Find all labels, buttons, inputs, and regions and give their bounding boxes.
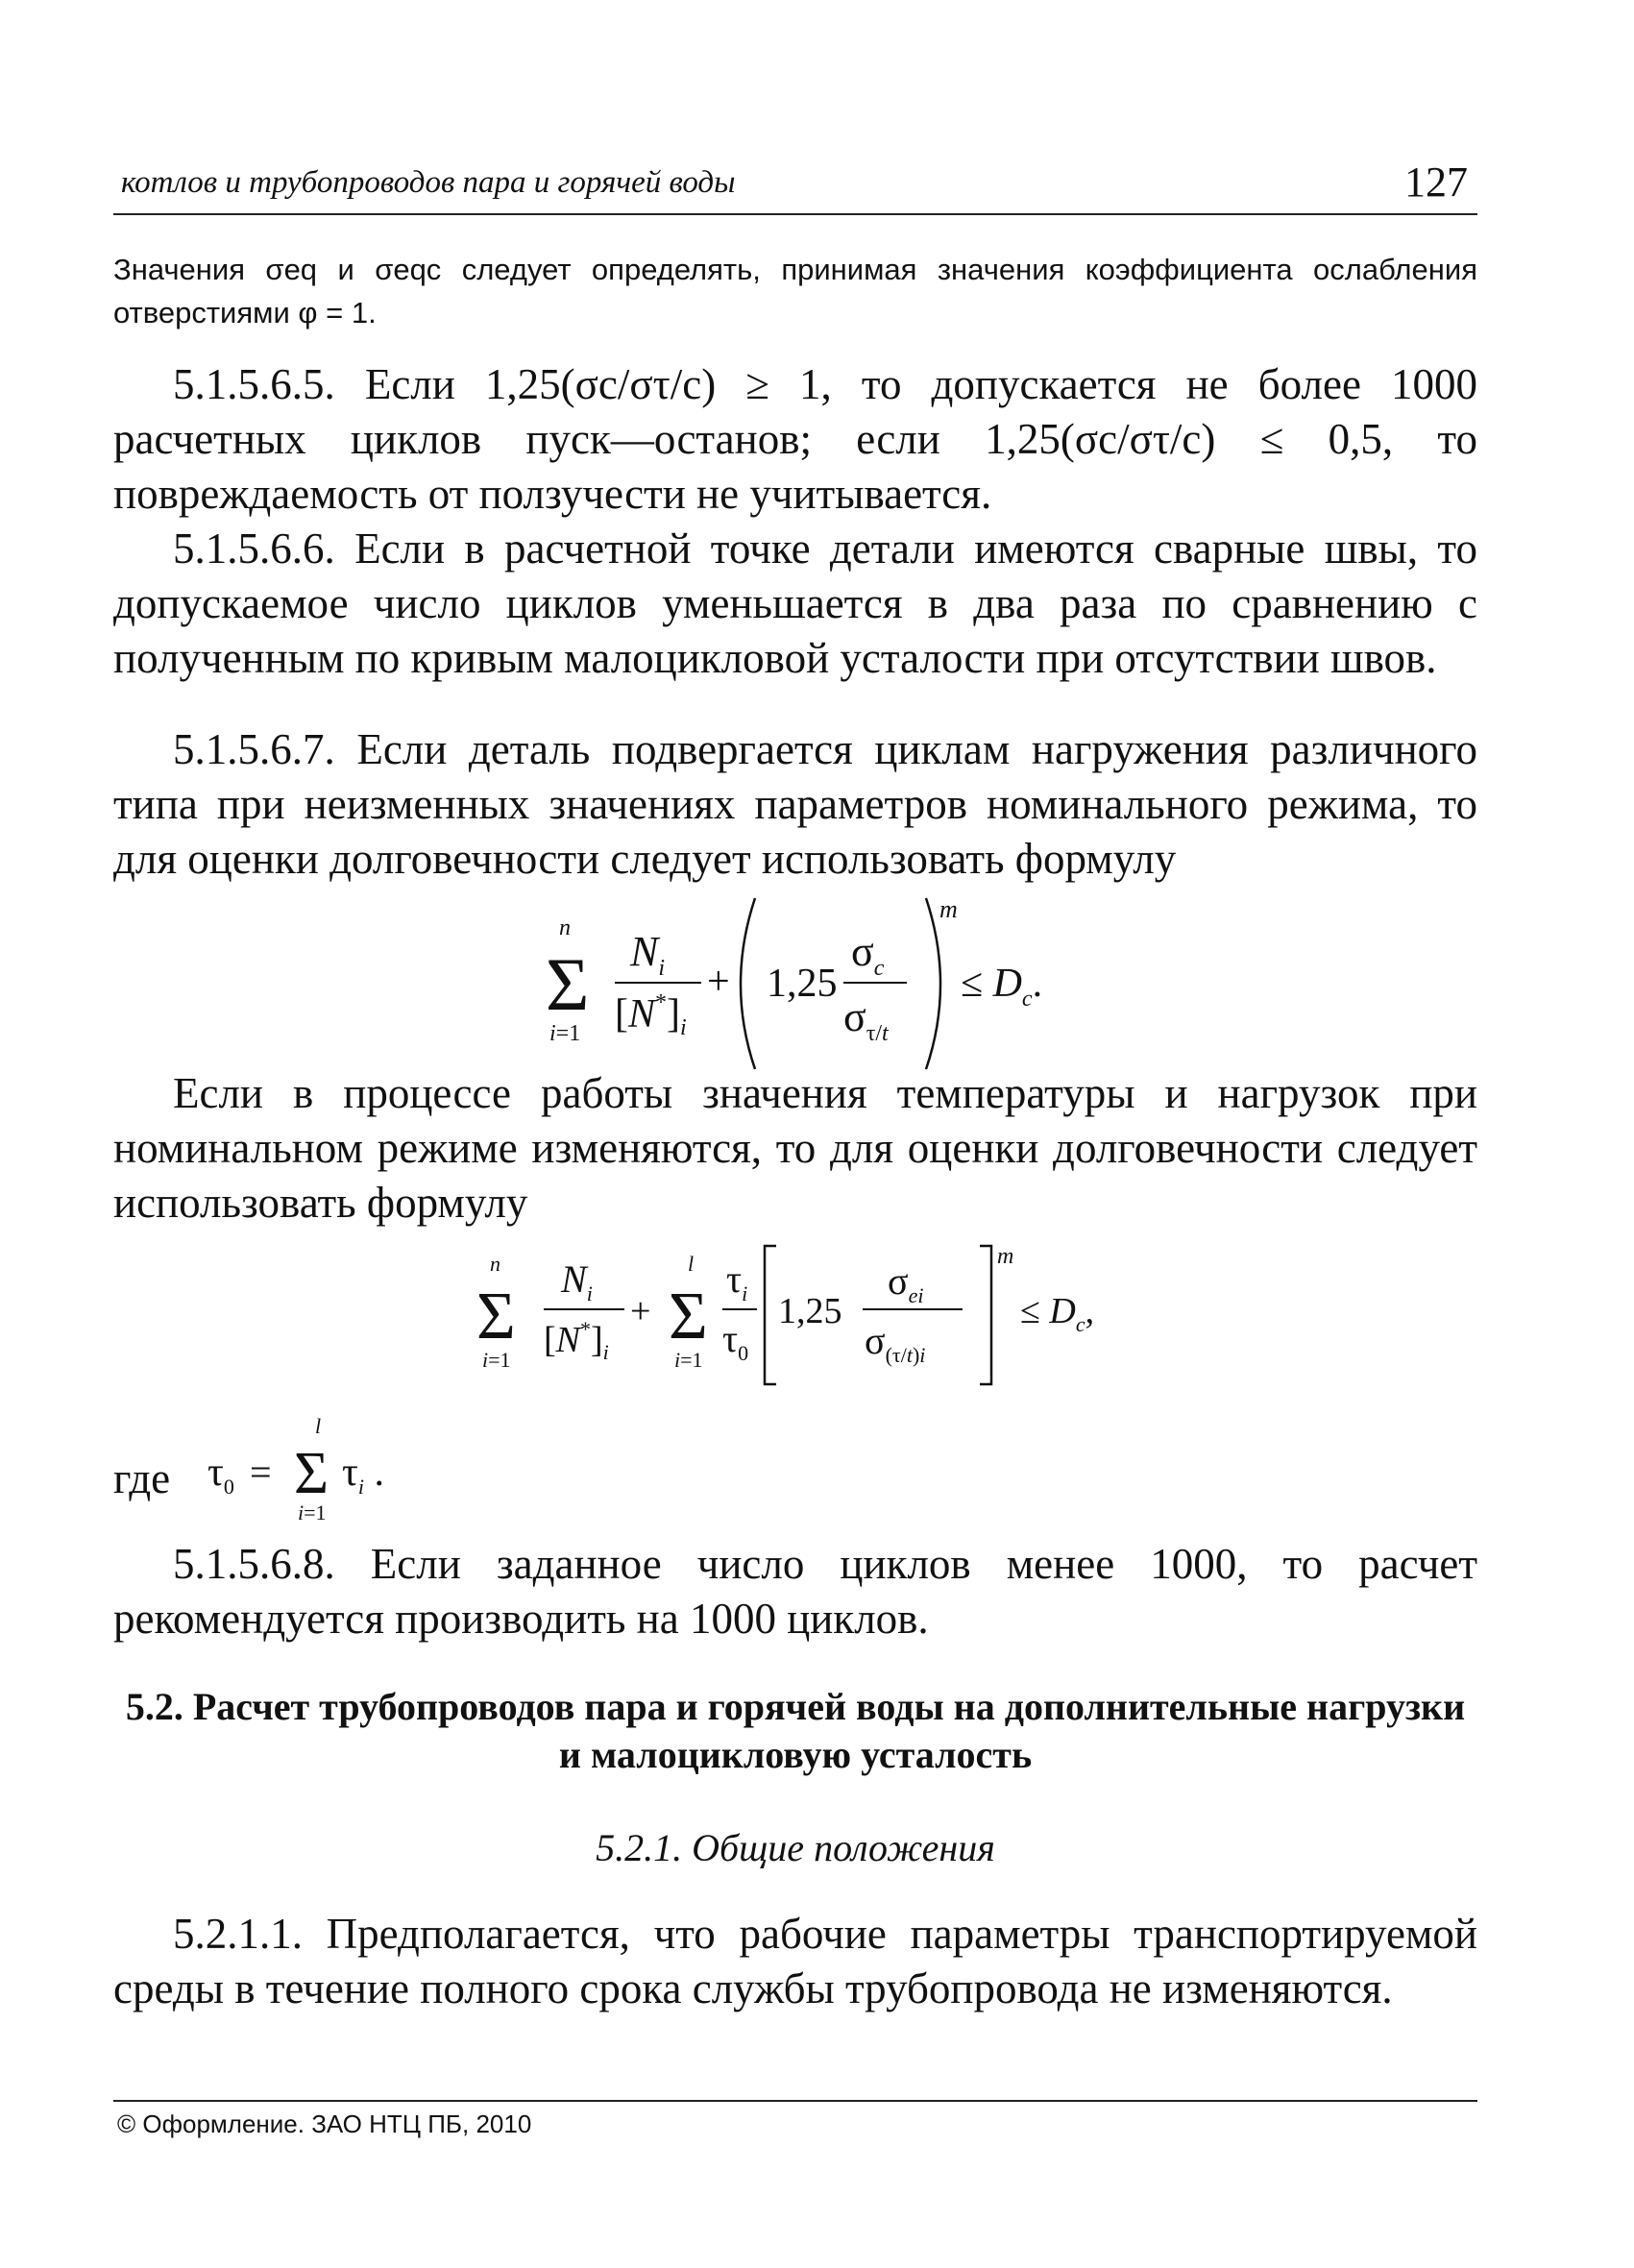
paragraph-temperature [113,1066,1477,1231]
sigma-note [113,248,1477,334]
paragraph-5-1-5-6-5 [113,357,1477,522]
svg-text:1,25: 1,25 [767,962,838,1006]
formula-3 [190,1412,421,1527]
formula-1 [538,889,1076,1081]
paragraph-5-1-5-6-8-text: 5.1.5.6.8. Если заданное число циклов менее 1000, то расчет рекомендуется производить на 1000 циклов. [113,1540,1477,1643]
header-rule [113,213,1477,215]
svg-text:τ0: $\tau_0$ [207,1451,234,1499]
svg-text:m: m [997,1244,1014,1269]
footer-rule [113,2100,1477,2102]
svg-text:Σ: Σ [476,1280,516,1353]
running-head [113,159,1477,221]
svg-text:l: l [315,1414,322,1438]
svg-text:+: + [707,960,730,1004]
svg-text:n: n [490,1252,500,1276]
svg-text:σc: $\sigma_c$ [851,928,885,981]
paragraph-5-1-5-6-6 [113,522,1477,686]
page-number: 127 [1404,159,1468,206]
running-head-title: котлов и трубопроводов пара и горячей воды [121,165,736,200]
svg-text:τ0: $\tau_0$ [722,1317,749,1365]
svg-text:i=1: i=1 [482,1348,511,1372]
formula-1-glyphs [546,895,1042,1069]
svg-text:Σ: Σ [546,942,590,1026]
svg-text:1,25: 1,25 [778,1291,842,1331]
svg-text:i=1: i=1 [298,1500,327,1524]
svg-text:σei: $\sigma_{ei}$ [888,1259,924,1307]
svg-text:m: m [939,895,958,923]
footer-copyright: © Оформление. ЗАО НТЦ ПБ, 2010 [117,2109,532,2138]
svg-text:σ(τ/t)i: $\sigma_{(\tau/t)i}$ [865,1319,926,1367]
svg-text:l: l [688,1252,695,1276]
paragraph-5-1-5-6-8 [113,1537,1477,1646]
formula-3-glyphs [207,1414,384,1524]
svg-text:Ni: $N_i$ [630,928,666,981]
svg-text:[N*]i: $[N^*]_i$ [544,1317,609,1364]
section-heading-5-2: 5.2. Расчет трубопроводов пара и горячей воды на дополнительные нагрузки и малоцикловую усталость [125,1685,1466,1776]
svg-text:στ/t: $\sigma_{\tau/t}$ [843,993,889,1046]
svg-text:≤ Dc.: ≤ $D_c$. [961,962,1043,1012]
where-label: где [113,1454,171,1502]
svg-text:Ni: $N_i$ [561,1257,593,1305]
formula-2-glyphs [476,1244,1094,1384]
svg-text:+: + [630,1291,651,1331]
svg-text:n: n [559,915,571,940]
paragraph-temperature-text: Если в процессе работы значения температуры и нагрузок при номинальном режиме изменяются, то для оценки долговечности следует использовать формулу [113,1069,1477,1227]
paragraph-5-2-1-1-text: 5.2.1.1. Предполагается, что рабочие параметры транспортируемой среды в течение полного срока службы трубопровода не изменяются. [113,1910,1477,2012]
svg-text:τi .: $\tau_i$ . [342,1451,385,1499]
section-heading-5-2-1: 5.2.1. Общие положения [596,1826,995,1869]
formula-2 [471,1234,1162,1393]
svg-text:≤ Dc,: ≤ $D_c$, [1020,1291,1095,1336]
svg-text:Σ: Σ [294,1441,329,1506]
svg-text:i=1: i=1 [674,1348,703,1372]
svg-text:τi: $\tau_i$ [726,1257,748,1305]
svg-text:Σ: Σ [669,1280,708,1353]
svg-text:[N*]i: [N*]i [615,990,687,1040]
svg-text:=: = [250,1451,272,1494]
paragraph-5-1-5-6-7 [113,722,1477,887]
paragraph-5-2-1-1 [113,1907,1477,2016]
svg-text:i=1: i=1 [549,1021,581,1046]
paragraph-5-1-5-6-7-text: 5.1.5.6.7. Если деталь подвергается циклам нагружения различного типа при неизменных значениях параметров номинального режима, то для оценки долговечности следует использовать формулу [113,725,1477,883]
sigma-note-text: Значения σeq и σeqc следует определять, принимая значения коэффициента ослабления отверстиями φ = 1. [113,253,1477,329]
paragraph-5-1-5-6-5-text: 5.1.5.6.5. Если 1,25(σc/στ/c) ≥ 1, то допускается не более 1000 расчетных циклов пуск—останов; если 1,25(σc/στ/c) ≤ 0,5, то повреждаемость от ползучести не учитывается. [113,360,1477,518]
paragraph-5-1-5-6-6-text: 5.1.5.6.6. Если в расчетной точке детали имеются сварные швы, то допускаемое число циклов уменьшается в два раза по сравнению с полученным по кривым малоцикловой усталости при отсутствии швов. [113,524,1477,682]
